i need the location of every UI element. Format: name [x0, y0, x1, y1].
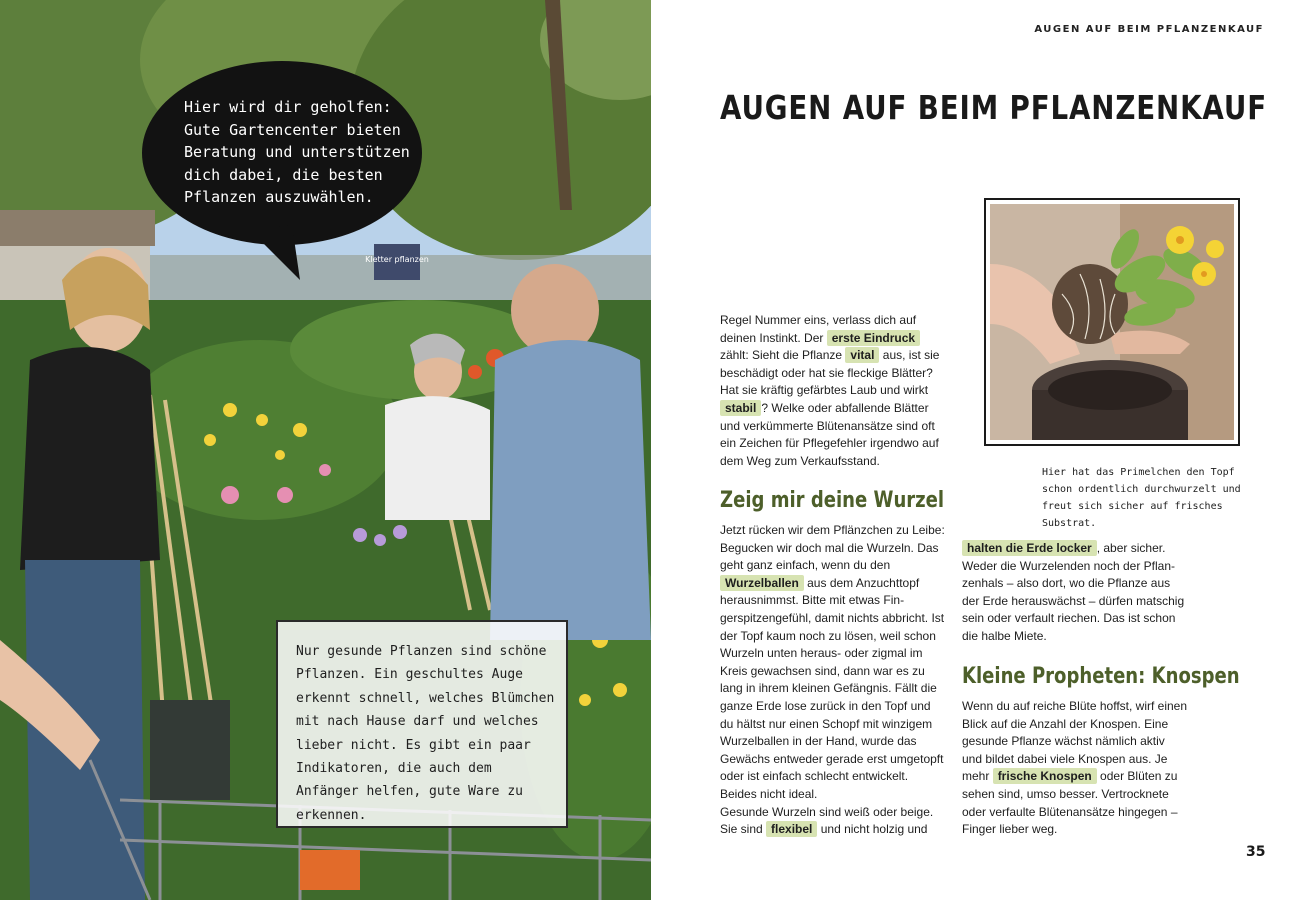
- subheading-zeig-mir-deine-wurzel: Zeig mir deine Wurzel: [720, 488, 945, 513]
- section1-continued-text: , aber sicher. Weder die Wurzelenden noch der Pflanzenhals – also dort, wo die Pflanze aus der Erde herauswächst – dürfen matschig sein oder verfault riechen. Das ist schon die halbe Miete.: [962, 541, 1185, 643]
- intro-text-3: aus, ist sie beschädigt oder hat sie fleckige Blätter? Hat sie kräftig gefärbtes Laub und wirkt: [720, 348, 940, 398]
- highlight-flexibel: flexibel: [766, 821, 817, 837]
- section1-text-2: aus dem Anzuchttopf herausnimmst. Bitte mit etwas Fingerspitzengefühl, damit nichts abbricht. Ist der Topf kaum noch zu lösen, weil schon Wurzeln unten heraus- oder zigmal im Kreis gewachsen sind, dann war es zu lang in ihrem kleinen Gefängnis. Fällt die ganze Erde lose zurück in den Topf und du hältst nur einen Schopf mit winzigem Wurzelballen in der Hand, wurde das Gewächs entweder gerade erst umgetopft oder ist einfach schlecht entwickelt. Beides nicht ideal.: [720, 575, 945, 801]
- section1-text-1: Jetzt rücken wir dem Pflänzchen zu Leibe: Begucken wir doch mal die Wurzeln. Das geht ganz einfach, wenn du den: [720, 523, 945, 573]
- section2-text-1: Wenn du auf reiche Blüte hoffst, wirf einen Blick auf die Anzahl der Knospen. Eine gesunde Pflanze wächst nämlich aktiv und bildet dabei viele Knospen aus. Je mehr: [962, 699, 1188, 784]
- page-title: AUGEN AUF BEIM PFLANZENKAUF: [720, 88, 1267, 127]
- intro-text-4: ? Welke oder abfallende Blätter und verkümmerte Blütenansätze sind oft ein Zeichen für Pflegefehler irgendwo auf dem Weg zum Verkaufsstand.: [720, 400, 939, 468]
- highlight-stabil: stabil: [720, 400, 761, 416]
- section1-paragraph-2: [720, 804, 946, 839]
- section1-paragraph-1: [720, 522, 946, 804]
- section2-text-2: oder Blüten zu sehen sind, umso besser. Vertrocknete oder verfaulte Blütenansätze hingegen – Finger lieber weg.: [962, 769, 1178, 837]
- note-text: Nur gesunde Pflanzen sind schöne Pflanzen. Ein geschultes Auge erkennt schnell, welches Blümchen mit nach Hause darf und welches lieber nicht. Es gibt ein paar Indikatoren, die auch dem Anfänger helfen, gute Ware zu erkennen.: [296, 644, 555, 823]
- section2-paragraph: [962, 698, 1188, 839]
- climbing-plants-sign: Kletter pflanzen: [365, 255, 429, 264]
- speech-bubble-text: Hier wird dir geholfen: Gute Gartencenter bieten Beratung und unterstützen dich dabei, die besten Pflanzen auszuwählen.: [184, 98, 410, 206]
- section1-text-3: Gesunde Wurzeln sind weiß oder beige. Sie sind: [720, 804, 934, 837]
- highlight-halten-die-erde-locker: halten die Erde locker: [962, 540, 1097, 556]
- primrose-photo-frame: [984, 198, 1240, 446]
- section1-column: [720, 522, 946, 839]
- subheading-kleine-propheten: Kleine Propheten: Knospen: [962, 664, 1240, 689]
- section1-text-4: und nicht holzig und: [817, 822, 928, 837]
- highlight-erste-eindruck: erste Eindruck: [827, 330, 920, 346]
- page-number: 35: [1246, 844, 1266, 860]
- running-head: AUGEN AUF BEIM PFLANZENKAUF: [1034, 24, 1264, 35]
- photo-caption: Hier hat das Primelchen den Topf schon ordentlich durchwurzelt und freut sich sicher auf frisches Substrat.: [1042, 467, 1241, 529]
- highlight-vital: vital: [845, 347, 879, 363]
- intro-text-2: zählt: Sieht die Pflanze: [720, 348, 846, 363]
- section2-column: [962, 698, 1188, 839]
- intro-paragraph: [720, 312, 948, 470]
- primrose-root-photo: [990, 204, 1234, 440]
- section1-continued-paragraph: [962, 540, 1188, 646]
- section1-continued-column: [962, 540, 1188, 646]
- intro-text-1: Regel Nummer eins, verlass dich auf deinen Instinkt. Der: [720, 313, 917, 345]
- highlight-wurzelballen: Wurzelballen: [720, 575, 804, 591]
- highlight-frische-knospen: frische Knospen: [993, 768, 1097, 784]
